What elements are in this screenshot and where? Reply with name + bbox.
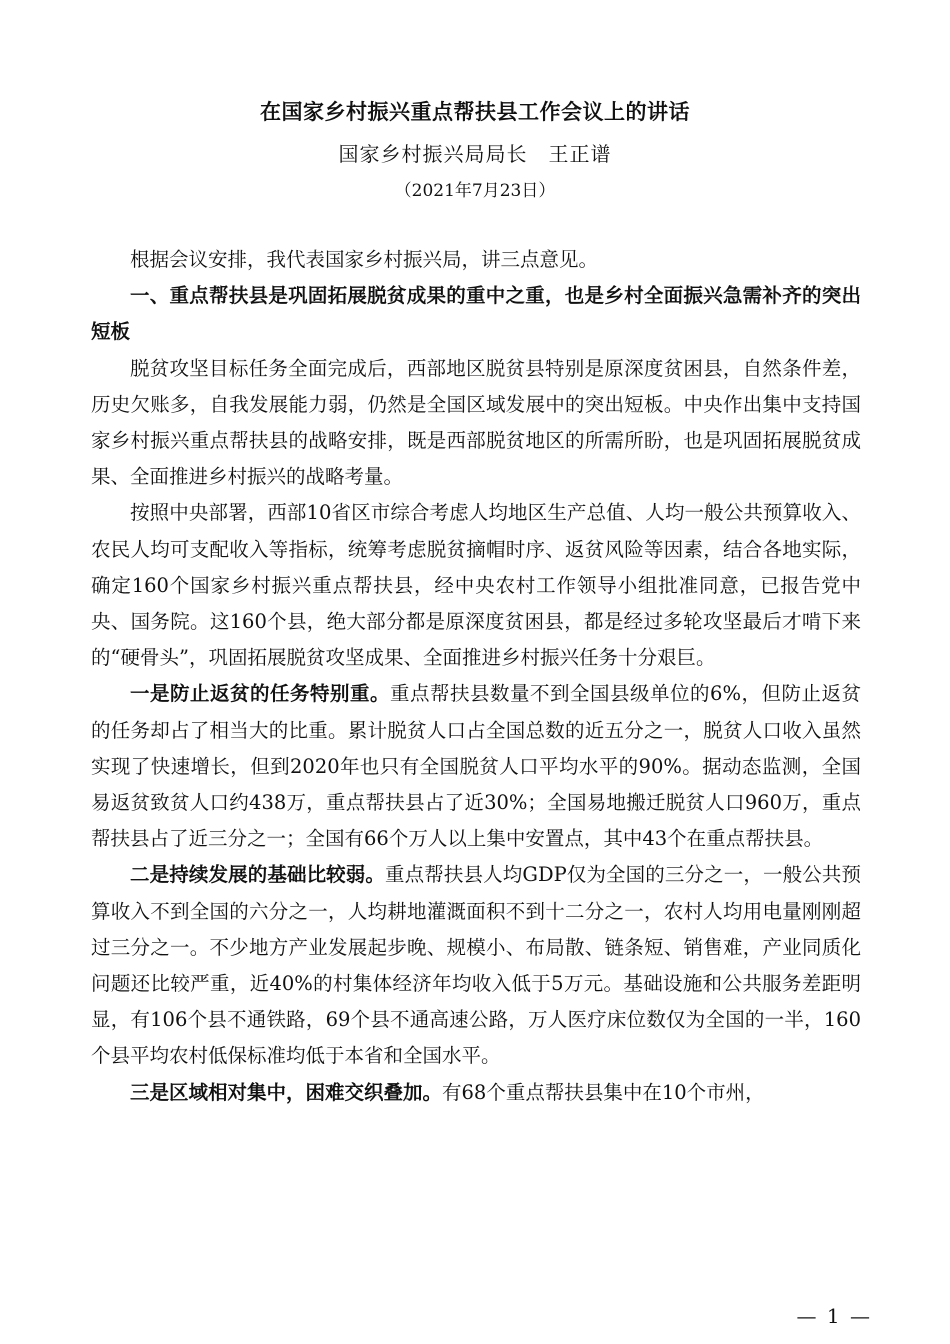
point-paragraph [91,857,861,1074]
speaker-line: 国家乡村振兴局局长 王正谱 [338,142,612,166]
point-paragraph [91,1075,861,1111]
point-text: 重点帮扶县数量不到全国县级单位的6%，但防止返贫的任务却占了相当大的比重。累计脱贫人口占全国总数的近五分之一，脱贫人口收入虽然实现了快速增长，但到2020年也只有全国脱贫人口平均水平的90%。据动态监测，全国易返贫致贫人口约438万，重点帮扶县占了近30%；全国易地搬迁脱贫人口960万，重点帮扶县占了近三分之一；全国有66个万人以上集中安置点，其中43个在重点帮扶县。 [91,682,861,851]
point-lead: 三是区域相对集中，困难交织叠加。 [130,1080,443,1104]
page-number: — 1 — [796,1304,872,1328]
section-heading: 一、重点帮扶县是巩固拓展脱贫成果的重中之重，也是乡村全面振兴急需补齐的突出短板 [91,284,861,344]
page-title: 在国家乡村振兴重点帮扶县工作会议上的讲话 [260,99,690,124]
intro-paragraph: 根据会议安排，我代表国家乡村振兴局，讲三点意见。 [130,248,599,271]
speech-date: （2021年7月23日） [394,181,556,201]
point-lead: 二是持续发展的基础比较弱。 [130,863,386,887]
point-text: 有68个重点帮扶县集中在10个市州， [442,1080,765,1104]
body-paragraph: 脱贫攻坚目标任务全面完成后，西部地区脱贫县特别是原深度贫困县，自然条件差，历史欠账多，自我发展能力弱，仍然是全国区域发展中的突出短板。中央作出集中支持国家乡村振兴重点帮扶县的战略安排，既是西部脱贫地区的所需所盼，也是巩固拓展脱贫成果、全面推进乡村振兴的战略考量。 [91,356,861,489]
point-text: 重点帮扶县人均GDP仅为全国的三分之一，一般公共预算收入不到全国的六分之一，人均耕地灌溉面积不到十二分之一，农村人均用电量刚刚超过三分之一。不少地方产业发展起步晚、规模小、布局散、链条短、销售难，产业同质化问题还比较严重，近40%的村集体经济年均收入低于5万元。基础设施和公共服务差距明显，有106个县不通铁路，69个县不通高速公路，万人医疗床位数仅为全国的一半，160个县平均农村低保标准均低于本省和全国水平。 [91,863,861,1068]
point-paragraph [91,676,861,857]
body-paragraph: 按照中央部署，西部10省区市综合考虑人均地区生产总值、人均一般公共预算收入、农民人均可支配收入等指标，统筹考虑脱贫摘帽时序、返贫风险等因素，结合各地实际，确定160个国家乡村振兴重点帮扶县，经中央农村工作领导小组批准同意，已报告党中央、国务院。这160个县，绝大部分都是原深度贫困县，都是经过多轮攻坚最后才啃下来的“硬骨头”，巩固拓展脱贫攻坚成果、全面推进乡村振兴任务十分艰巨。 [91,501,861,670]
point-lead: 一是防止返贫的任务特别重。 [130,682,391,706]
document-body [91,242,861,1111]
